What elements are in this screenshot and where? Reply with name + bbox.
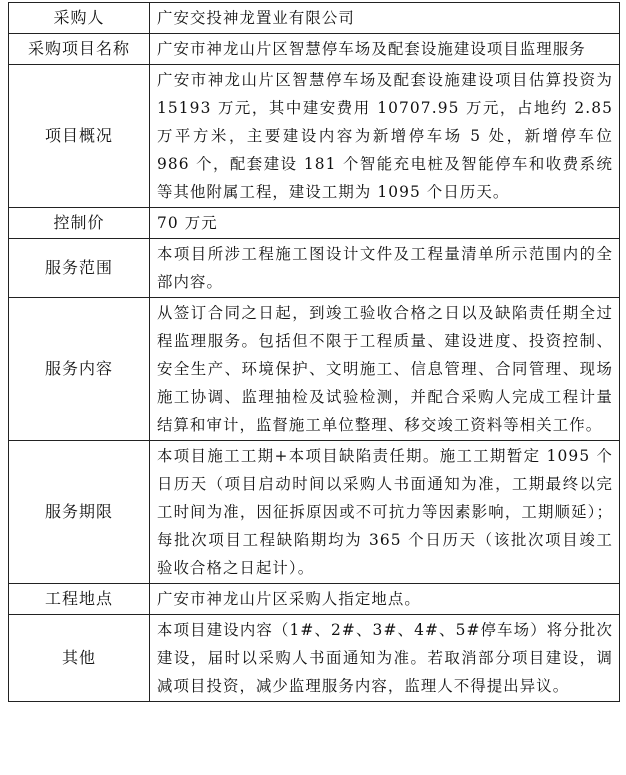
row-value-text: 70 万元 xyxy=(157,214,218,232)
row-label: 服务期限 xyxy=(9,441,150,584)
row-value xyxy=(150,584,620,615)
row-value xyxy=(150,3,620,34)
row-value-text: 广安交投神龙置业有限公司 xyxy=(157,9,355,27)
table-row-project-location xyxy=(9,584,620,615)
row-label: 服务范围 xyxy=(9,239,150,298)
row-value xyxy=(150,298,620,441)
table-row-project-name xyxy=(9,34,620,65)
table-row-service-content xyxy=(9,298,620,441)
row-value-text: 本项目施工工期+本项目缺陷责任期。施工工期暂定 1095 个日历天（项目启动时间以采购人书面通知为准，工期最终以完工时间为准，因征拆原因或不可抗力等因素影响，工期顺延）；每批次项目工程缺陷期均为 365 个日历天（该批次项目竣工验收合格之日起计）。 xyxy=(157,447,613,577)
row-value-text: 广安市神龙山片区智慧停车场及配套设施建设项目估算投资为 15193 万元，其中建安费用 10707.95 万元，占地约 2.85 万平方米，主要建设内容为新增停车场 5 处，新增停车位 986 个，配套建设 181 个智能充电桩及智能停车和收费系统等其他附属工程，建设工期为 1095 个日历天。 xyxy=(157,71,613,201)
row-value-text: 本项目所涉工程施工图设计文件及工程量清单所示范围内的全部内容。 xyxy=(157,245,613,291)
table-row-service-scope xyxy=(9,239,620,298)
row-value-text: 广安市神龙山片区采购人指定地点。 xyxy=(157,590,421,608)
row-value-text: 本项目建设内容（1#、2#、3#、4#、5#停车场）将分批次建设，届时以采购人书面通知为准。若取消部分项目建设，调减项目投资，减少监理服务内容，监理人不得提出异议。 xyxy=(157,621,613,695)
row-label: 采购项目名称 xyxy=(9,34,150,65)
row-value xyxy=(150,34,620,65)
row-value xyxy=(150,441,620,584)
row-value xyxy=(150,615,620,702)
row-value-text: 从签订合同之日起，到竣工验收合格之日以及缺陷责任期全过程监理服务。包括但不限于工程质量、建设进度、投资控制、安全生产、环境保护、文明施工、信息管理、合同管理、现场施工协调、监理抽检及试验检测，并配合采购人完成工程计量结算和审计，监督施工单位整理、移交竣工资料等相关工作。 xyxy=(157,304,613,434)
row-label: 服务内容 xyxy=(9,298,150,441)
row-label: 控制价 xyxy=(9,208,150,239)
row-label: 工程地点 xyxy=(9,584,150,615)
row-label: 其他 xyxy=(9,615,150,702)
row-label: 项目概况 xyxy=(9,65,150,208)
row-value-text: 广安市神龙山片区智慧停车场及配套设施建设项目监理服务 xyxy=(157,40,586,58)
row-value xyxy=(150,239,620,298)
table-row-other xyxy=(9,615,620,702)
row-value xyxy=(150,208,620,239)
table-row-purchaser xyxy=(9,3,620,34)
table-row-service-period xyxy=(9,441,620,584)
table-row-control-price xyxy=(9,208,620,239)
row-label: 采购人 xyxy=(9,3,150,34)
procurement-info-table xyxy=(8,2,620,702)
table-row-project-overview xyxy=(9,65,620,208)
row-value xyxy=(150,65,620,208)
